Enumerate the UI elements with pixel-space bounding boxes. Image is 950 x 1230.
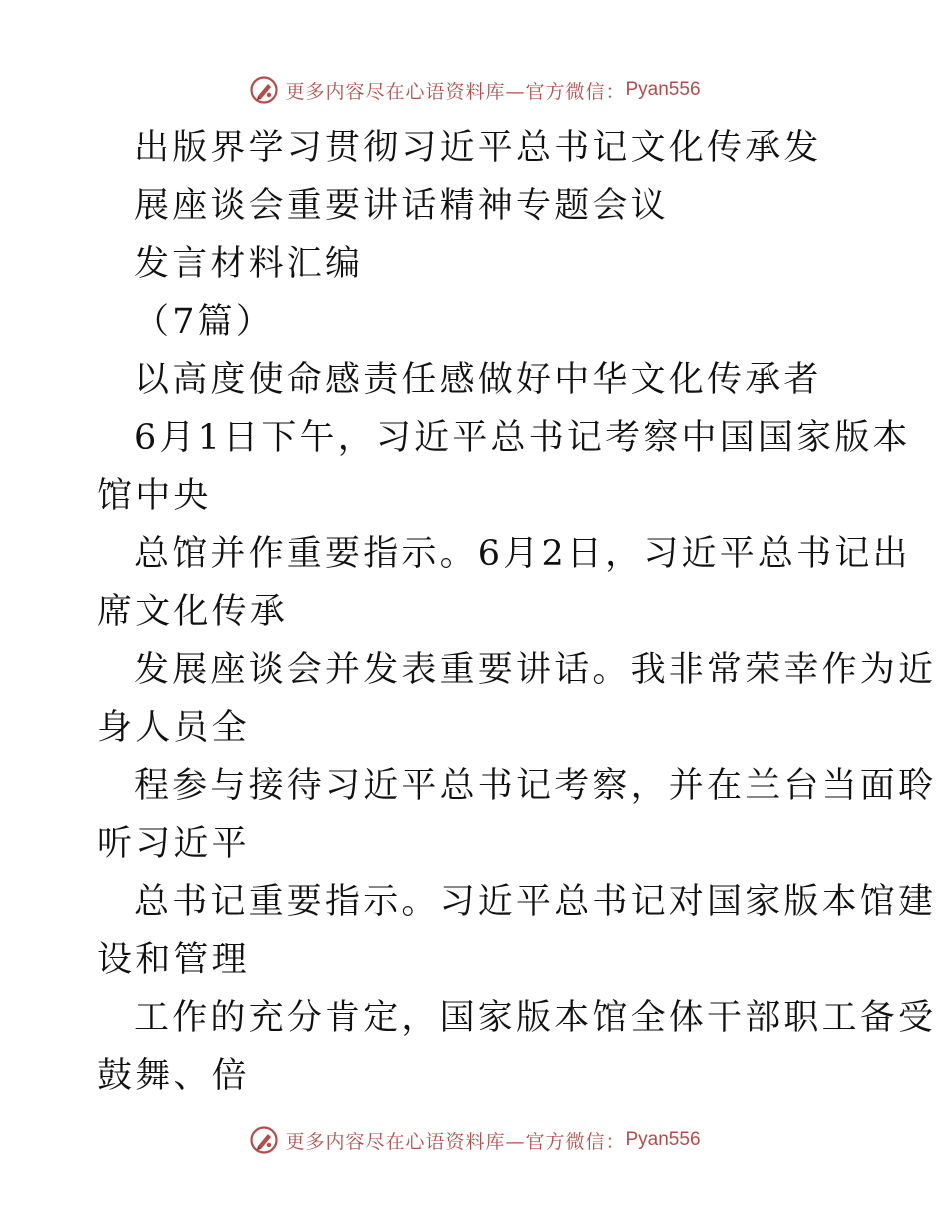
body-line: 工作的充分肯定，国家版本馆全体干部职工备受 [134,998,937,1038]
title-line: 出版界学习贯彻习近平总书记文化传承发 [134,128,822,168]
title-line: 发言材料汇编 [134,244,364,284]
body-line: 6月1日下午，习近平总书记考察中国国家版本 [134,418,911,458]
pen-seal-icon [249,75,279,105]
watermark-wechat-id: Pyan556 [625,1129,701,1150]
article-count: （7篇） [134,302,275,342]
watermark-text: 更多内容尽在心语资料库—官方微信： [285,1130,626,1153]
body-line: 馆中央 [97,476,212,516]
body-line: 程参与接待习近平总书记考察，并在兰台当面聆 [134,766,937,806]
body-line: 身人员全 [97,708,250,748]
body-line: 总馆并作重要指示。6月2日，习近平总书记出 [134,534,911,574]
body-line: 听习近平 [97,824,250,864]
title-line: 展座谈会重要讲话精神专题会议 [134,186,669,226]
watermark-wechat-id: Pyan556 [625,79,701,100]
body-line: 发展座谈会并发表重要讲话。我非常荣幸作为近 [134,650,937,690]
section-title: 以高度使命感责任感做好中华文化传承者 [134,360,822,400]
footer-watermark [0,1118,950,1162]
body-line: 设和管理 [97,940,250,980]
header-watermark [0,68,950,112]
pen-seal-icon [249,1125,279,1155]
body-line: 总书记重要指示。习近平总书记对国家版本馆建 [134,882,937,922]
watermark-text: 更多内容尽在心语资料库—官方微信： [285,80,626,103]
body-line: 席文化传承 [97,592,289,632]
body-line: 鼓舞、倍 [97,1056,250,1096]
